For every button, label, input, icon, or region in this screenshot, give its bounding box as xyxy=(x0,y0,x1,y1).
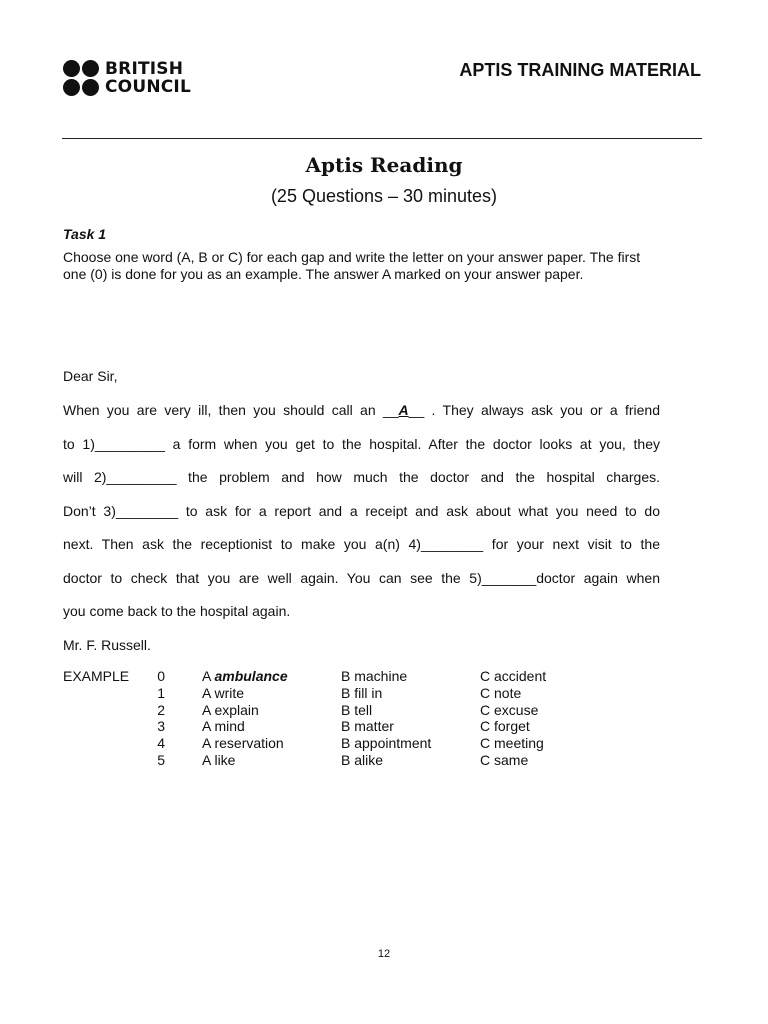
example-label: EXAMPLE xyxy=(63,668,130,684)
letter-signature: Mr. F. Russell. xyxy=(63,636,151,653)
option-a: A ambulance xyxy=(202,668,288,684)
header-divider xyxy=(62,138,702,139)
option-number: 3 xyxy=(157,718,165,735)
letter-line xyxy=(63,400,660,434)
option-number: 0 xyxy=(157,668,165,684)
option-row xyxy=(63,752,600,769)
british-council-logo xyxy=(63,60,191,96)
example-answer: A xyxy=(398,402,409,418)
option-row xyxy=(63,735,600,752)
page-title: Aptis Reading xyxy=(305,153,463,177)
option-row xyxy=(63,685,600,702)
letter-line: to 1)_________ a form when you get to the hospital. After the doctor looks at you, they xyxy=(63,435,660,452)
option-c: C note xyxy=(480,684,522,701)
header-title: APTIS TRAINING MATERIAL xyxy=(459,60,701,80)
logo-dots-icon xyxy=(63,60,99,96)
letter-salutation: Dear Sir, xyxy=(63,368,118,384)
option-b: B matter xyxy=(341,718,394,735)
letter-line: Don’t 3)________ to ask for a report and a receipt and ask about what you need to do xyxy=(63,502,660,519)
option-b: B tell xyxy=(341,701,373,718)
example-option-word: ambulance xyxy=(214,668,288,684)
option-c: C meeting xyxy=(480,735,544,752)
option-b: B fill in xyxy=(341,684,383,701)
page-number: 12 xyxy=(377,948,391,960)
option-c: C same xyxy=(480,751,529,768)
page-subtitle: (25 Questions – 30 minutes) xyxy=(270,186,498,206)
option-number: 1 xyxy=(157,684,165,701)
answer-options-table xyxy=(63,668,600,769)
letter-line: will 2)_________ the problem and how much the doctor and the hospital charges. xyxy=(63,469,660,485)
option-c: C forget xyxy=(480,718,530,735)
logo-wordmark xyxy=(105,60,191,96)
option-row xyxy=(63,702,600,719)
letter-text xyxy=(63,366,660,655)
option-number: 4 xyxy=(157,735,165,752)
letter-line: you come back to the hospital again. xyxy=(63,603,291,619)
letter-line-1-post: __ . They always ask you or a friend xyxy=(408,402,660,418)
option-row xyxy=(63,668,600,685)
letter-line: next. Then ask the receptionist to make you a(n) 4)________ for your next visit to the xyxy=(63,536,660,552)
option-a: A like xyxy=(202,751,236,768)
letter-line-1-pre: When you are very ill, then you should call an __ xyxy=(63,402,399,418)
option-b: B machine xyxy=(341,668,408,684)
option-c: C accident xyxy=(480,668,547,684)
option-c: C excuse xyxy=(480,701,539,718)
option-number: 5 xyxy=(157,751,165,768)
logo-line-1: BRITISH xyxy=(105,59,184,79)
option-row xyxy=(63,718,600,735)
task-label: Task 1 xyxy=(63,226,107,242)
option-a: A reservation xyxy=(202,735,284,752)
option-b: B appointment xyxy=(341,735,432,752)
option-a: A write xyxy=(202,684,245,701)
option-a: A explain xyxy=(202,701,259,718)
logo-line-2: COUNCIL xyxy=(105,77,191,97)
letter-line: doctor to check that you are well again. You can see the 5)_______doctor again when xyxy=(63,569,660,586)
option-number: 2 xyxy=(157,701,165,718)
option-a: A mind xyxy=(202,718,245,735)
task-instructions: Choose one word (A, B or C) for each gap and write the letter on your answer paper. The first one (0) is done for you as an example. The answer A marked on your answer paper. xyxy=(63,249,641,282)
option-b: B alike xyxy=(341,751,384,768)
